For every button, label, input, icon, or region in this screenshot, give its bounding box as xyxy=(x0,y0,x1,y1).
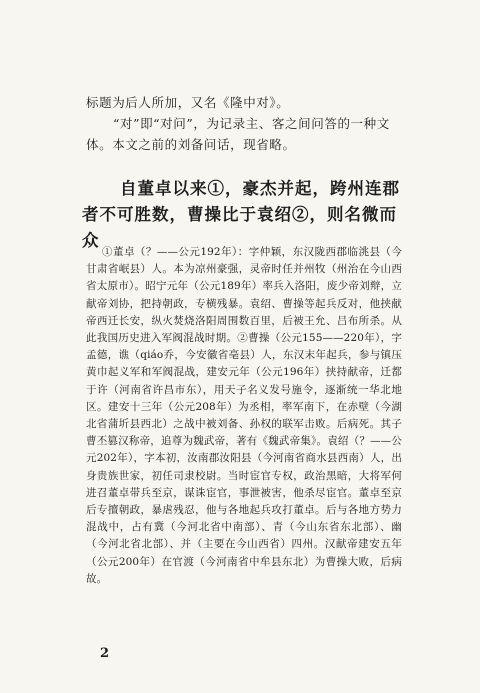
intro-line xyxy=(86,92,404,113)
main-text: 自董卓以来①，豪杰并起，跨州连郡者不可胜数，曹操比于袁绍②，则名微而众 xyxy=(82,179,400,250)
page-number: 2 xyxy=(100,646,110,661)
intro-paragraph-text: “对”即“对问”，为记录主、客之间问答的一种文体。本文之前的刘备问话，现省略。 xyxy=(86,116,390,152)
footnotes-text: ①董卓（？——公元192年）：字仲颖，东汉陇西郡临洮县（今甘肃省岷县）人。本为凉州豪强，灵帝时任并州牧（州治在今山西省太原市）。昭宁元年（公元189年）率兵入洛阳，废少帝刘辩，立献帝刘协，把持朝政，专横残暴。袁绍、曹操等起兵反对，他挟献帝西迁长安，纵火焚烧洛阳周围数百里，后被王允、吕布所杀。从此我国历史进入军阀混战时期。②曹操（公元155——220年），字孟德，谯（qiáo乔，今安徽省亳县）人，东汉末年起兵，参与镇压黄巾起义军和军阀混战，建安元年（公元196年）挟持献帝，迁都于许（河南省许昌市东），用天子名义发号施令，逐渐统一华北地区。建安十三年（公元208年）为丞相，率军南下，在赤壁（今湖北省蒲圻县西北）之战中被刘备、孙权的联军击败。后病死。其子曹丕篡汉称帝，追尊为魏武帝，著有《魏武帝集》。袁绍（？——公元202年），字本初，汝南郡汝阳县（今河南省商水县西南）人，出身贵族世家，初任司隶校尉。当时宦官专权，政治黑暗，大将军何进召董卓带兵至京，谋诛宦官，事泄被害，他杀尽宦官。董卓至京后专擅朝政，暴虐残忍，他与各地起兵攻打董卓。后与各地方势力混战中，占有冀（今河北省中南部）、青（今山东省东北部）、幽（今河北省北部）、并（主要在今山西省）四州。汉献帝建安五年（公元200年）在官渡（今河南省中牟县东北）为曹操大败，后病故。 xyxy=(86,246,402,585)
intro-paragraph xyxy=(86,113,404,155)
footnotes xyxy=(86,244,402,588)
intro-line-1: 标题为后人所加，又名《隆中对》。 xyxy=(86,95,290,110)
